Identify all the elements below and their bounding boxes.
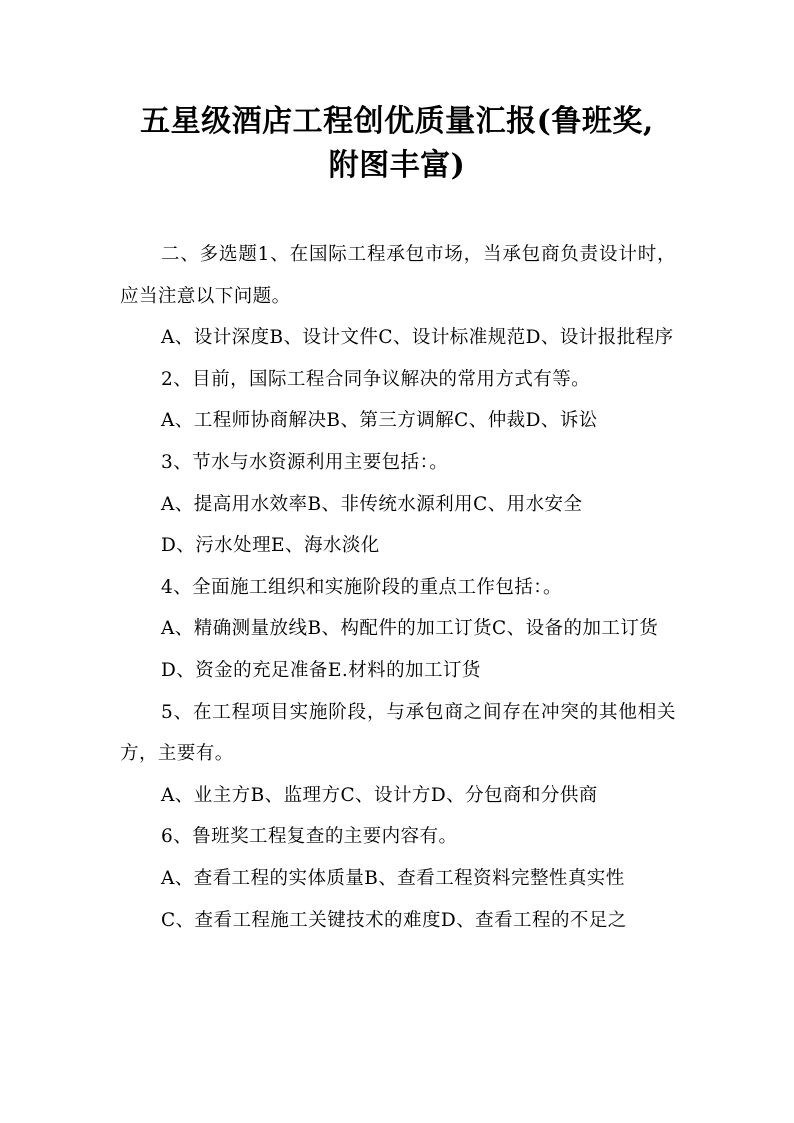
paragraph-answer-options: D、污水处理E、海水淡化	[161, 535, 380, 557]
paragraph-question-group-intro: 二、多选题1、在国际工程承包市场，当承包商负责设计时，应当注意以下问题。	[120, 244, 676, 307]
title-line-1: 五星级酒店工程创优质量汇报(鲁班奖,	[140, 104, 654, 139]
document-title	[100, 100, 694, 188]
paragraph-question: 5、在工程项目实施阶段，与承包商之间存在冲突的其他相关方，主要有。	[120, 701, 676, 765]
document-body	[120, 234, 676, 941]
paragraph-question: 4、全面施工组织和实施阶段的重点工作包括：。	[161, 576, 562, 598]
paragraph-answer-options: A、提高用水效率B、非传统水源利用C、用水安全	[161, 493, 583, 515]
paragraph-question: 2、目前，国际工程合同争议解决的常用方式有等。	[161, 368, 591, 390]
paragraph-answer-options: C、查看工程施工关键技术的难度D、查看工程的不足之	[161, 909, 627, 931]
title-line-2: 附图丰富)	[328, 148, 466, 183]
paragraph-answer-options: A、精确测量放线B、构配件的加工订货C、设备的加工订货	[161, 618, 659, 640]
paragraph-answer-options: D、资金的充足准备E.材料的加工订货	[161, 659, 481, 681]
paragraph-question: 3、节水与水资源利用主要包括：。	[161, 451, 449, 473]
paragraph-question: 6、鲁班奖工程复查的主要内容有。	[161, 826, 458, 848]
paragraph-answer-options: A、设计深度B、设计文件C、设计标准规范D、设计报批程序	[161, 327, 674, 349]
paragraph-answer-options: A、工程师协商解决B、第三方调解C、仲裁D、诉讼	[161, 410, 598, 432]
paragraph-answer-options: A、业主方B、监理方C、设计方D、分包商和分供商	[161, 784, 598, 806]
paragraph-answer-options: A、查看工程的实体质量B、查看工程资料完整性真实性	[161, 867, 625, 889]
